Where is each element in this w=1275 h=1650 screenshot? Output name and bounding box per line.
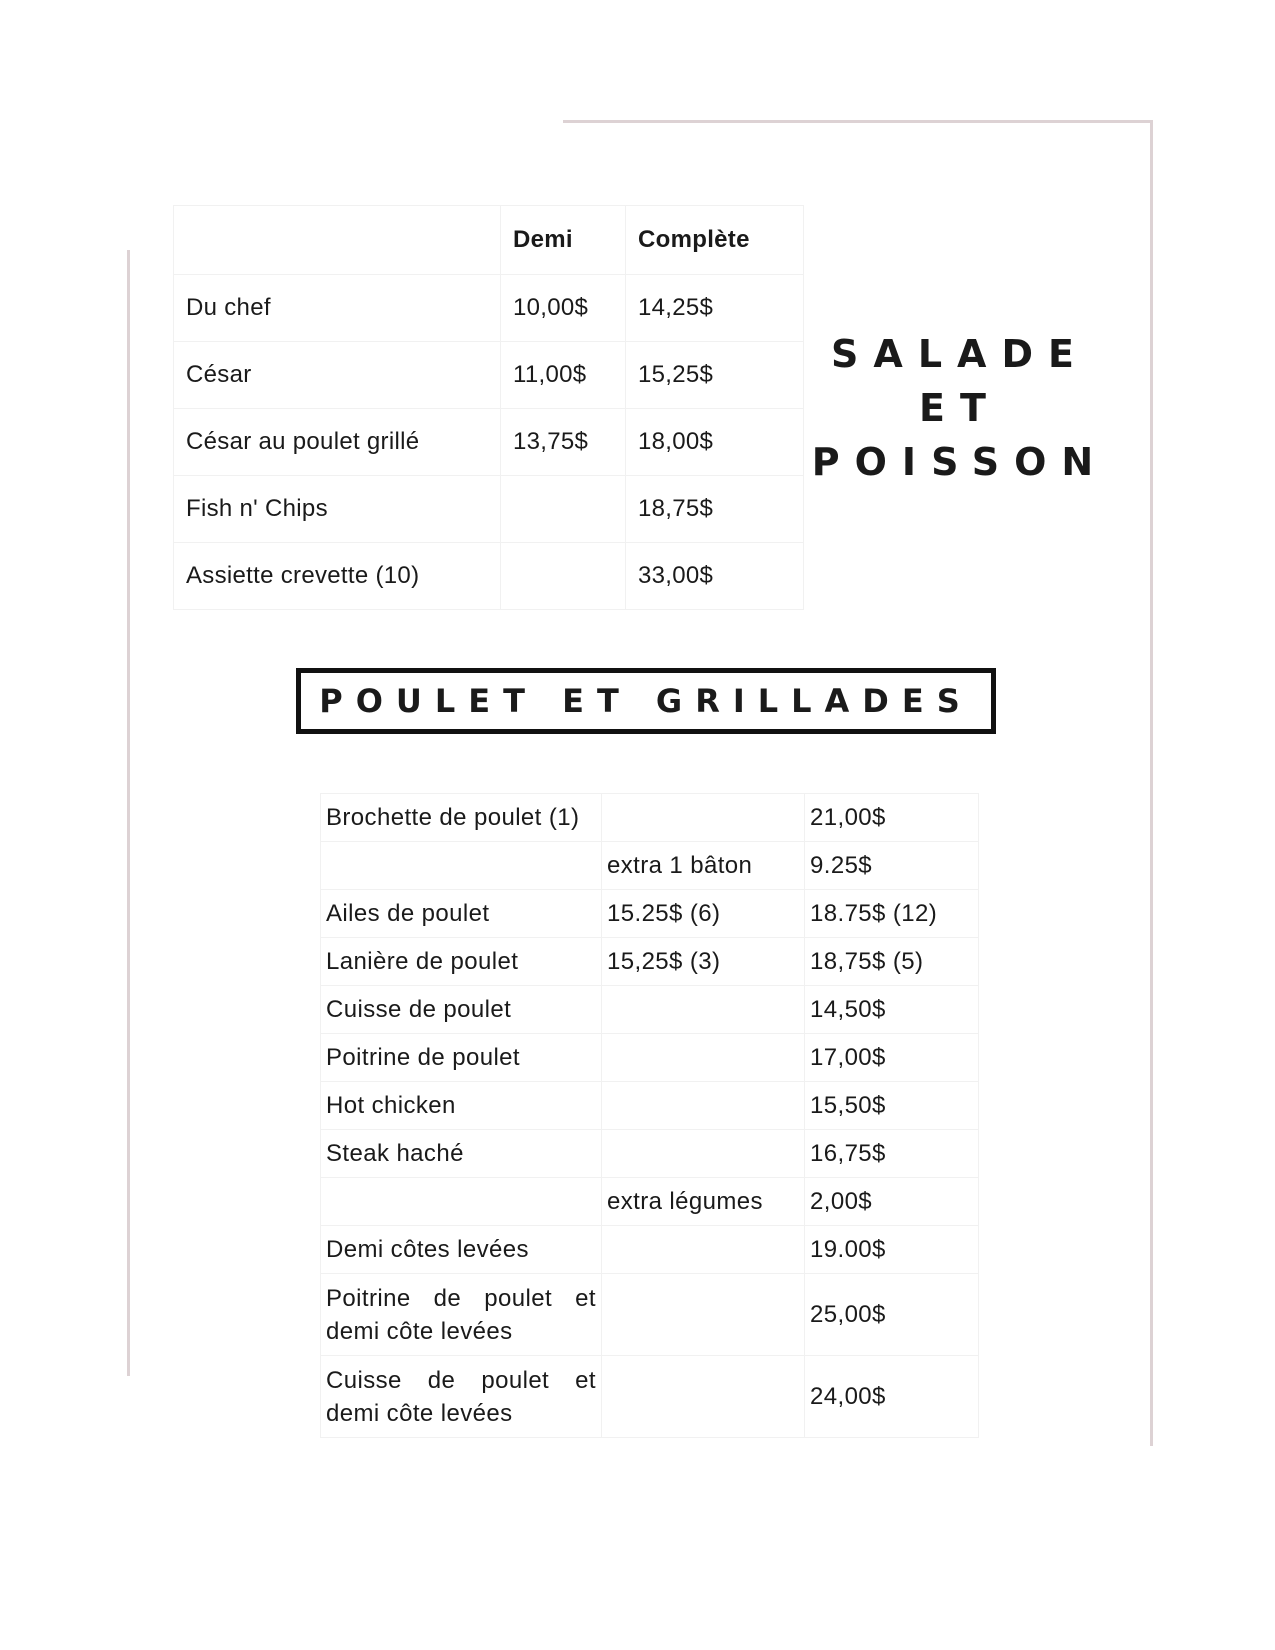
price-demi: 11,00$	[501, 342, 626, 409]
table-row	[321, 938, 979, 986]
table-row	[174, 409, 804, 476]
item-name: Cuisse de poulet	[321, 986, 602, 1034]
item-price: 18,75$ (5)	[805, 938, 979, 986]
item-name: Brochette de poulet (1)	[321, 794, 602, 842]
item-name: Ailes de poulet	[321, 890, 602, 938]
frame-line-left	[127, 250, 130, 1376]
item-name: Du chef	[174, 275, 501, 342]
section-title-poulet-grillades: POULET ET GRILLADES	[296, 668, 996, 734]
item-price: 25,00$	[805, 1274, 979, 1356]
item-price: 15,50$	[805, 1082, 979, 1130]
item-name: Hot chicken	[321, 1082, 602, 1130]
item-price: 16,75$	[805, 1130, 979, 1178]
item-name: Assiette crevette (10)	[174, 543, 501, 610]
table-row	[321, 842, 979, 890]
item-name: César au poulet grillé	[174, 409, 501, 476]
table-row	[174, 476, 804, 543]
item-detail	[602, 986, 805, 1034]
table-row	[321, 794, 979, 842]
table-row	[321, 1034, 979, 1082]
item-detail: extra 1 bâton	[602, 842, 805, 890]
item-detail	[602, 1082, 805, 1130]
frame-line-top	[563, 120, 1153, 123]
item-name	[321, 1178, 602, 1226]
table-row	[321, 1356, 979, 1438]
grill-price-table	[320, 793, 979, 1438]
price-demi: 13,75$	[501, 409, 626, 476]
table-row	[174, 342, 804, 409]
section-title-salade-poisson	[800, 327, 1120, 489]
item-detail	[602, 1356, 805, 1438]
item-price: 18.75$ (12)	[805, 890, 979, 938]
item-detail	[602, 1034, 805, 1082]
salad-header-demi: Demi	[501, 206, 626, 275]
item-name	[321, 842, 602, 890]
price-complete: 15,25$	[626, 342, 804, 409]
item-detail: 15,25$ (3)	[602, 938, 805, 986]
item-name: Cuisse de poulet et demi côte levées	[321, 1356, 602, 1438]
table-row	[321, 1130, 979, 1178]
item-detail	[602, 1130, 805, 1178]
table-row	[321, 890, 979, 938]
item-name: Demi côtes levées	[321, 1226, 602, 1274]
item-detail: 15.25$ (6)	[602, 890, 805, 938]
price-complete: 33,00$	[626, 543, 804, 610]
section-title-line: SALADE	[831, 332, 1089, 376]
table-row	[174, 275, 804, 342]
table-row	[321, 1082, 979, 1130]
item-name: César	[174, 342, 501, 409]
item-price: 2,00$	[805, 1178, 979, 1226]
price-demi	[501, 476, 626, 543]
table-row	[321, 1226, 979, 1274]
item-price: 19.00$	[805, 1226, 979, 1274]
section-title-line: POISSON	[811, 440, 1109, 484]
item-price: 9.25$	[805, 842, 979, 890]
price-demi: 10,00$	[501, 275, 626, 342]
item-detail	[602, 794, 805, 842]
item-detail	[602, 1274, 805, 1356]
item-name: Poitrine de poulet	[321, 1034, 602, 1082]
table-row	[321, 1274, 979, 1356]
item-price: 14,50$	[805, 986, 979, 1034]
salad-header-item	[174, 206, 501, 275]
item-name: Poitrine de poulet et demi côte levées	[321, 1274, 602, 1356]
price-complete: 14,25$	[626, 275, 804, 342]
table-row	[321, 986, 979, 1034]
salad-price-table	[173, 205, 804, 610]
price-complete: 18,00$	[626, 409, 804, 476]
price-demi	[501, 543, 626, 610]
frame-line-right	[1150, 120, 1153, 1446]
section-title-line: ET	[919, 386, 1001, 430]
table-row	[321, 1178, 979, 1226]
item-detail	[602, 1226, 805, 1274]
item-name: Fish n' Chips	[174, 476, 501, 543]
salad-header-row	[174, 206, 804, 275]
item-name: Lanière de poulet	[321, 938, 602, 986]
item-price: 24,00$	[805, 1356, 979, 1438]
item-price: 17,00$	[805, 1034, 979, 1082]
item-price: 21,00$	[805, 794, 979, 842]
salad-header-complete: Complète	[626, 206, 804, 275]
price-complete: 18,75$	[626, 476, 804, 543]
table-row	[174, 543, 804, 610]
item-name: Steak haché	[321, 1130, 602, 1178]
item-detail: extra légumes	[602, 1178, 805, 1226]
